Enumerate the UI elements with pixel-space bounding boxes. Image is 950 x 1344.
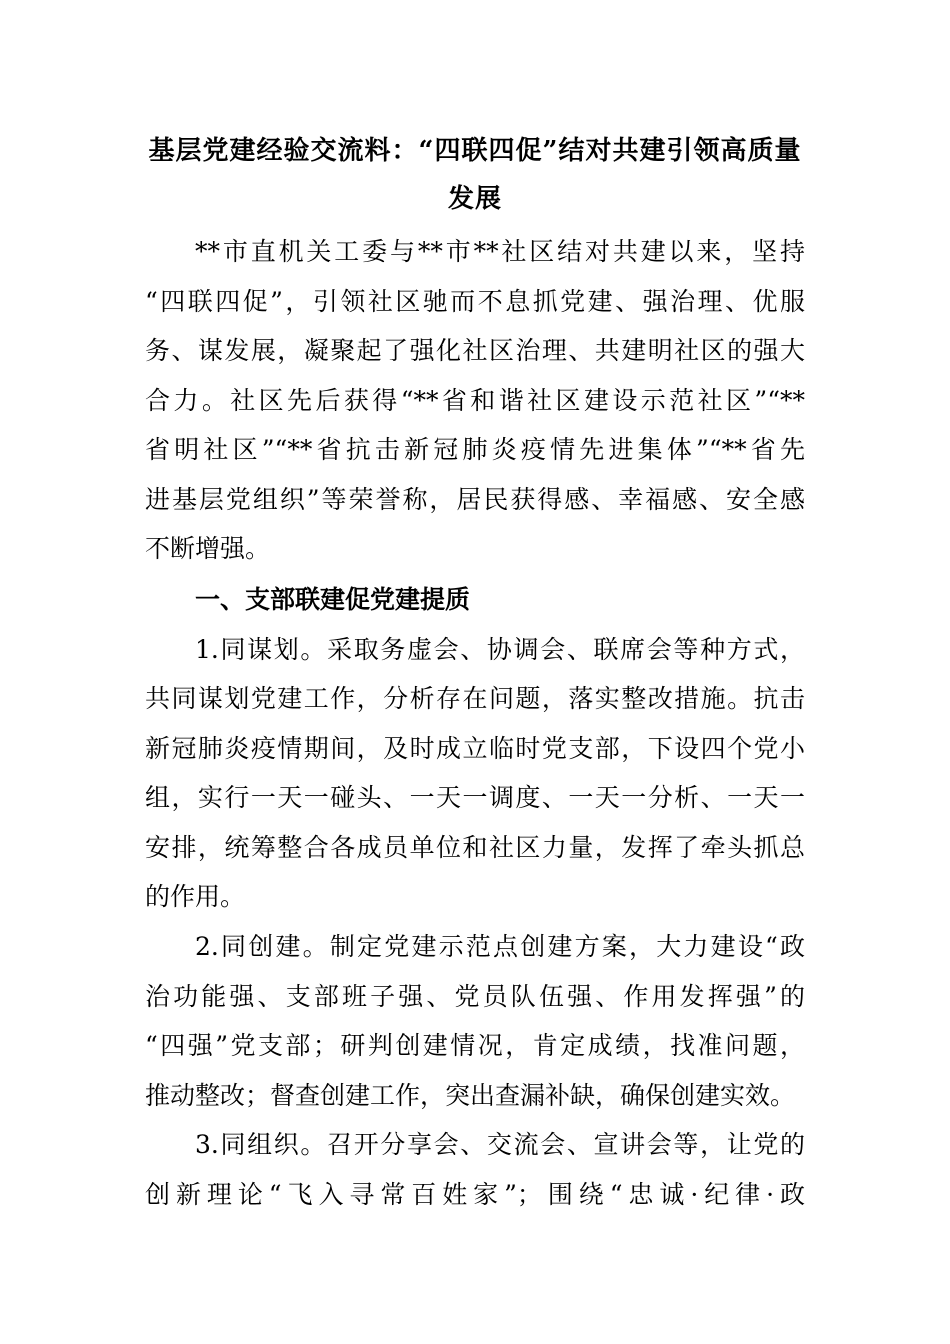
intro-line: 进基层党组织”等荣誉称，居民获得感、幸福感、安全感 <box>145 485 805 514</box>
intro-line: 不断增强。 <box>145 534 271 563</box>
intro-line: 务、谋发展，凝聚起了强化社区治理、共建明社区的强大 <box>145 336 805 365</box>
item3-line: 3.同组织。召开分享会、交流会、宣讲会等，让党的 <box>195 1130 805 1159</box>
intro-line: 省明社区”“**省抗击新冠肺炎疫情先进集体”“**省先 <box>145 435 805 464</box>
item1-line: 的作用。 <box>145 882 246 911</box>
section-heading: 一、支部联建促党建提质 <box>195 585 471 614</box>
item2-line: 治功能强、支部班子强、党员队伍强、作用发挥强”的 <box>145 982 805 1011</box>
item2-line: 推动整改；督查创建工作，突出查漏补缺，确保创建实效。 <box>145 1081 796 1110</box>
intro-line: **市直机关工委与**市**社区结对共建以来，坚持 <box>195 237 805 266</box>
intro-line: 合力。社区先后获得“**省和谐社区建设示范社区”“** <box>145 386 805 415</box>
item1-line: 安排，统筹整合各成员单位和社区力量，发挥了牵头抓总 <box>145 833 805 862</box>
item2-line: 2.同创建。制定党建示范点创建方案，大力建设“政 <box>195 932 805 961</box>
intro-line: “四联四促”，引领社区驰而不息抓党建、强治理、优服 <box>145 287 805 316</box>
item1-line: 新冠肺炎疫情期间，及时成立临时党支部，下设四个党小 <box>145 734 805 763</box>
item2-line: “四强”党支部；研判创建情况，肯定成绩，找准问题， <box>145 1031 805 1060</box>
document-title-line-1: 基层党建经验交流料：“四联四促”结对共建引领高质量 <box>148 136 802 166</box>
item1-line: 组，实行一天一碰头、一天一调度、一天一分析、一天一 <box>145 783 805 812</box>
item1-line: 共同谋划党建工作，分析存在问题，落实整改措施。抗击 <box>145 684 805 713</box>
item1-line: 1.同谋划。采取务虚会、协调会、联席会等种方式， <box>195 635 805 664</box>
item3-line: 创新理论“飞入寻常百姓家”；围绕“忠诚·纪律·政 <box>145 1180 805 1209</box>
document-title-line-2: 发展 <box>447 184 502 214</box>
